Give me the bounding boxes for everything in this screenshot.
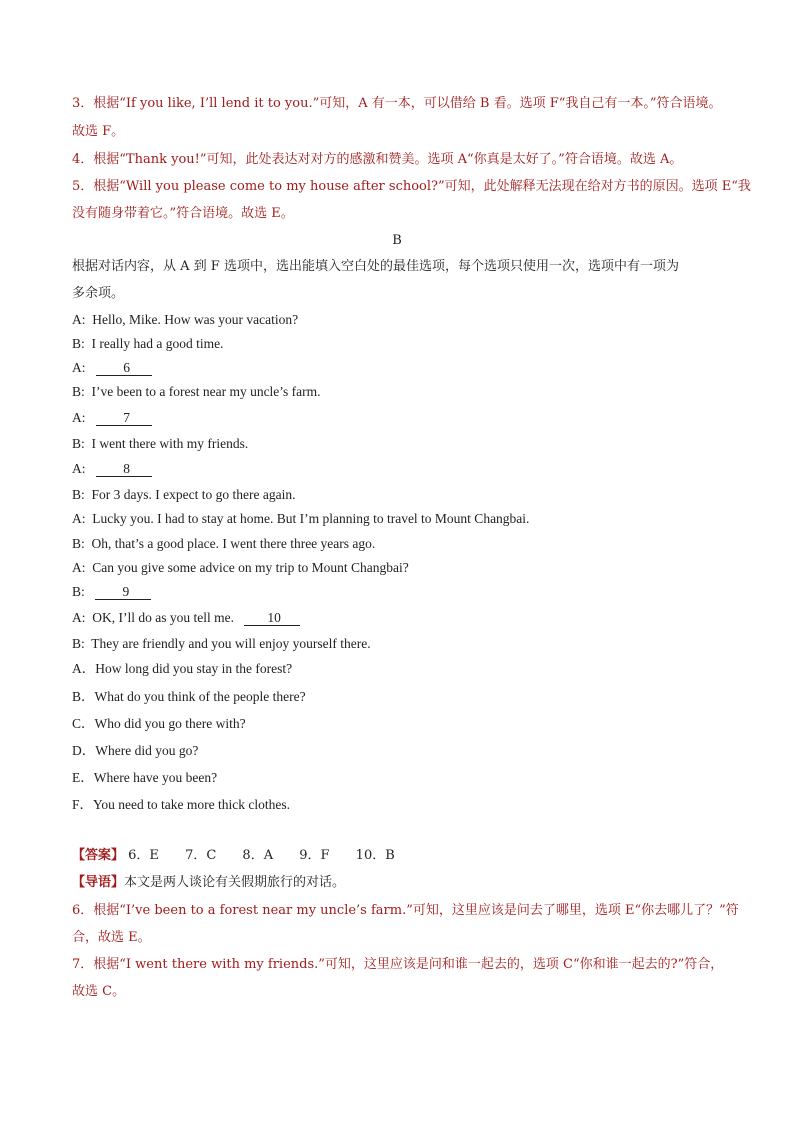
blank-8[interactable]: 8 bbox=[96, 462, 152, 477]
dialogue-line bbox=[72, 384, 321, 400]
answer-label: 【答案】 bbox=[72, 848, 125, 863]
speaker: A: bbox=[72, 610, 86, 625]
dialogue-text: I really had a good time. bbox=[91, 336, 224, 351]
dialogue-text: I’ve been to a forest near my uncle’s farm. bbox=[91, 384, 321, 399]
speaker: A: bbox=[72, 461, 86, 476]
dialogue-line bbox=[72, 360, 152, 376]
explanation-5-line2: 没有随身带着它。”符合语境。故选 E。 bbox=[72, 206, 294, 221]
dialogue-line bbox=[72, 487, 295, 503]
blank-9[interactable]: 9 bbox=[95, 585, 151, 600]
speaker: B: bbox=[72, 636, 85, 651]
speaker: B: bbox=[72, 536, 85, 551]
dialogue-text: Hello, Mike. How was your vacation? bbox=[92, 312, 299, 327]
dialogue-line bbox=[72, 560, 409, 576]
answer-item: 9．F bbox=[299, 848, 330, 863]
dialogue-text: They are friendly and you will enjoy yourself there. bbox=[91, 636, 371, 651]
blank-7[interactable]: 7 bbox=[96, 411, 152, 426]
blank-10[interactable]: 10 bbox=[244, 611, 300, 626]
explanation-3-line2: 故选 F。 bbox=[72, 124, 125, 139]
dialogue-line bbox=[72, 336, 223, 352]
speaker: A: bbox=[72, 560, 86, 575]
dialogue-line bbox=[72, 312, 298, 328]
option-d: D．Where did you go? bbox=[72, 743, 199, 758]
blank-6[interactable]: 6 bbox=[96, 361, 152, 376]
dialogue-line bbox=[72, 584, 151, 600]
dialogue-line bbox=[72, 610, 300, 626]
answer-item: 10．B bbox=[355, 848, 395, 863]
dialogue-text: I went there with my friends. bbox=[91, 436, 249, 451]
guide-text: 本文是两人谈论有关假期旅行的对话。 bbox=[124, 875, 346, 890]
dialogue-line bbox=[72, 410, 152, 426]
answer-item: 6．E bbox=[128, 848, 159, 863]
speaker: B: bbox=[72, 384, 85, 399]
answer-item: 7．C bbox=[185, 848, 217, 863]
speaker: B: bbox=[72, 487, 85, 502]
answer-line bbox=[72, 848, 417, 864]
explanation-6-line1: 6．根据“I’ve been to a forest near my uncle’s farm.”可知，这里应该是问去了哪里，选项 E“你去哪儿了？”符 bbox=[72, 903, 739, 918]
speaker: A: bbox=[72, 312, 86, 327]
option-e: E．Where have you been? bbox=[72, 770, 218, 785]
explanation-6-line2: 合，故选 E。 bbox=[72, 930, 151, 945]
dialogue-line bbox=[72, 536, 375, 552]
guide-line bbox=[72, 875, 345, 891]
dialogue-line bbox=[72, 436, 248, 452]
dialogue-line bbox=[72, 511, 529, 527]
speaker: A: bbox=[72, 360, 86, 375]
explanation-5-line1: 5．根据“Will you please come to my house after school?”可知，此处解释无法现在给对方书的原因。选项 E“我 bbox=[72, 179, 751, 194]
option-c: C．Who did you go there with? bbox=[72, 716, 246, 731]
explanation-7-line1: 7．根据“I went there with my friends.”可知，这里应该是问和谁一起去的，选项 C“你和谁一起去的?”符合， bbox=[72, 957, 724, 972]
answer-item: 8．A bbox=[242, 848, 274, 863]
explanation-3-line1: 3．根据“If you like, I’ll lend it to you.”可知，A 有一本，可以借给 B 看。选项 F“我自己有一本。”符合语境。 bbox=[72, 96, 722, 111]
section-title: B bbox=[392, 233, 402, 248]
guide-label: 【导语】 bbox=[72, 875, 125, 890]
explanation-7-line2: 故选 C。 bbox=[72, 984, 126, 999]
dialogue-line bbox=[72, 461, 152, 477]
explanation-4-line1: 4．根据“Thank you!”可知，此处表达对对方的感激和赞美。选项 A“你真是太好了。”符合语境。故选 A。 bbox=[72, 152, 683, 167]
section-instructions-line1: 根据对话内容，从 A 到 F 选项中，选出能填入空白处的最佳选项，每个选项只使用一次，选项中有一项为 bbox=[72, 259, 679, 274]
dialogue-text: OK, I’ll do as you tell me. bbox=[92, 610, 234, 625]
speaker: B: bbox=[72, 436, 85, 451]
speaker: B: bbox=[72, 584, 85, 599]
option-a: A．How long did you stay in the forest? bbox=[72, 661, 293, 676]
speaker: A: bbox=[72, 511, 86, 526]
speaker: A: bbox=[72, 410, 86, 425]
dialogue-text: Lucky you. I had to stay at home. But I’m planning to travel to Mount Changbai. bbox=[92, 511, 530, 526]
dialogue-text: For 3 days. I expect to go there again. bbox=[91, 487, 296, 502]
dialogue-text: Oh, that’s a good place. I went there three years ago. bbox=[91, 536, 376, 551]
option-f: F．You need to take more thick clothes. bbox=[72, 797, 290, 812]
speaker: B: bbox=[72, 336, 85, 351]
section-instructions-line2: 多余项。 bbox=[72, 286, 125, 301]
dialogue-text: Can you give some advice on my trip to Mount Changbai? bbox=[92, 560, 409, 575]
option-b: B．What do you think of the people there? bbox=[72, 689, 306, 704]
dialogue-line bbox=[72, 636, 371, 652]
